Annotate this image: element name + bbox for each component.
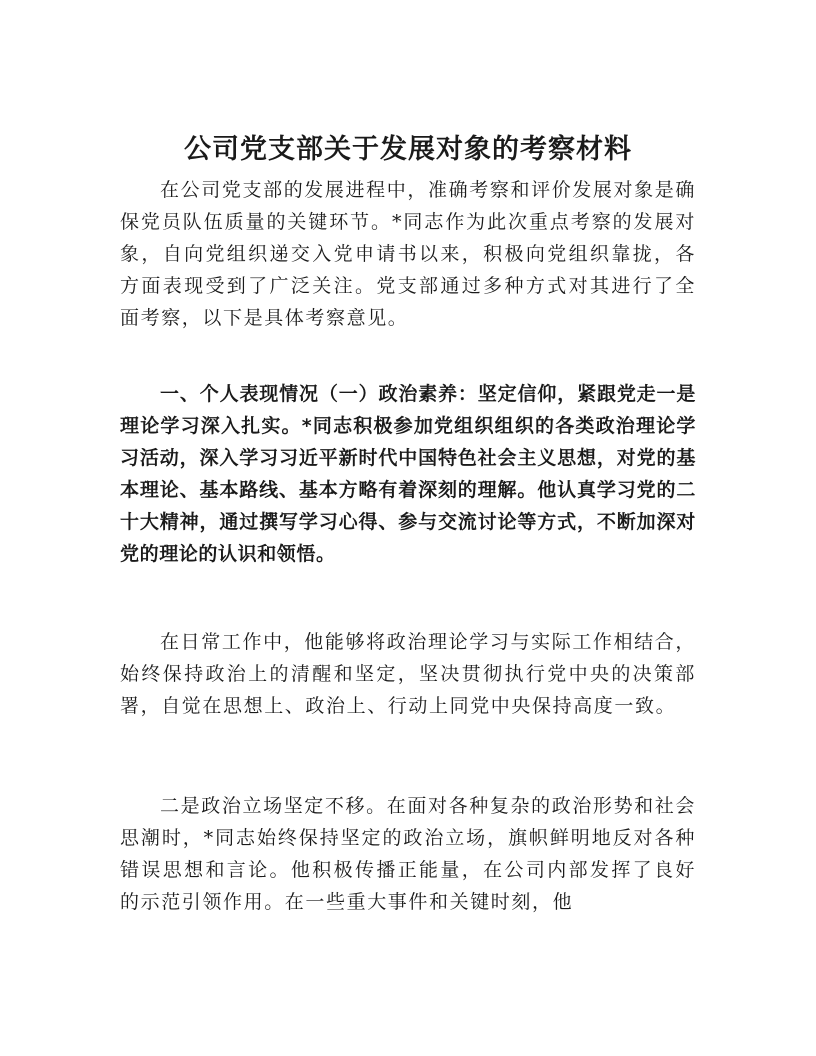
body-paragraph: 在日常工作中，他能够将政治理论学习与实际工作相结合，始终保持政治上的清醒和坚定，坚决贯彻执行党中央的决策部署，自觉在思想上、政治上、行动上同党中央保持高度一致。: [120, 631, 696, 717]
document-title: 公司党支部关于发展对象的考察材料: [184, 134, 632, 166]
intro-paragraph: 在公司党支部的发展进程中，准确考察和评价发展对象是确保党员队伍质量的关键环节。*同志作为此次重点考察的发展对象，自向党组织递交入党申请书以来，积极向党组织靠拢，各方面表现受到了广泛关注。党支部通过多种方式对其进行了全面考察，以下是具体考察意见。: [120, 179, 696, 329]
body-paragraph: 二是政治立场坚定不移。在面对各种复杂的政治形势和社会思潮时，*同志始终保持坚定的政治立场，旗帜鲜明地反对各种错误思想和言论。他积极传播正能量，在公司内部发挥了良好的示范引领作用。在一些重大事件和关键时刻，他: [120, 795, 696, 913]
section-heading-paragraph: 一、个人表现情况（一）政治素养：坚定信仰，紧跟党走一是理论学习深入扎实。*同志积极参加党组织组织的各类政治理论学习活动，深入学习习近平新时代中国特色社会主义思想，对党的基本理论、基本路线、基本方略有着深刻的理解。他认真学习党的二十大精神，通过撰写学习心得、参与交流讨论等方式，不断加深对党的理论的认识和领悟。: [120, 383, 696, 565]
